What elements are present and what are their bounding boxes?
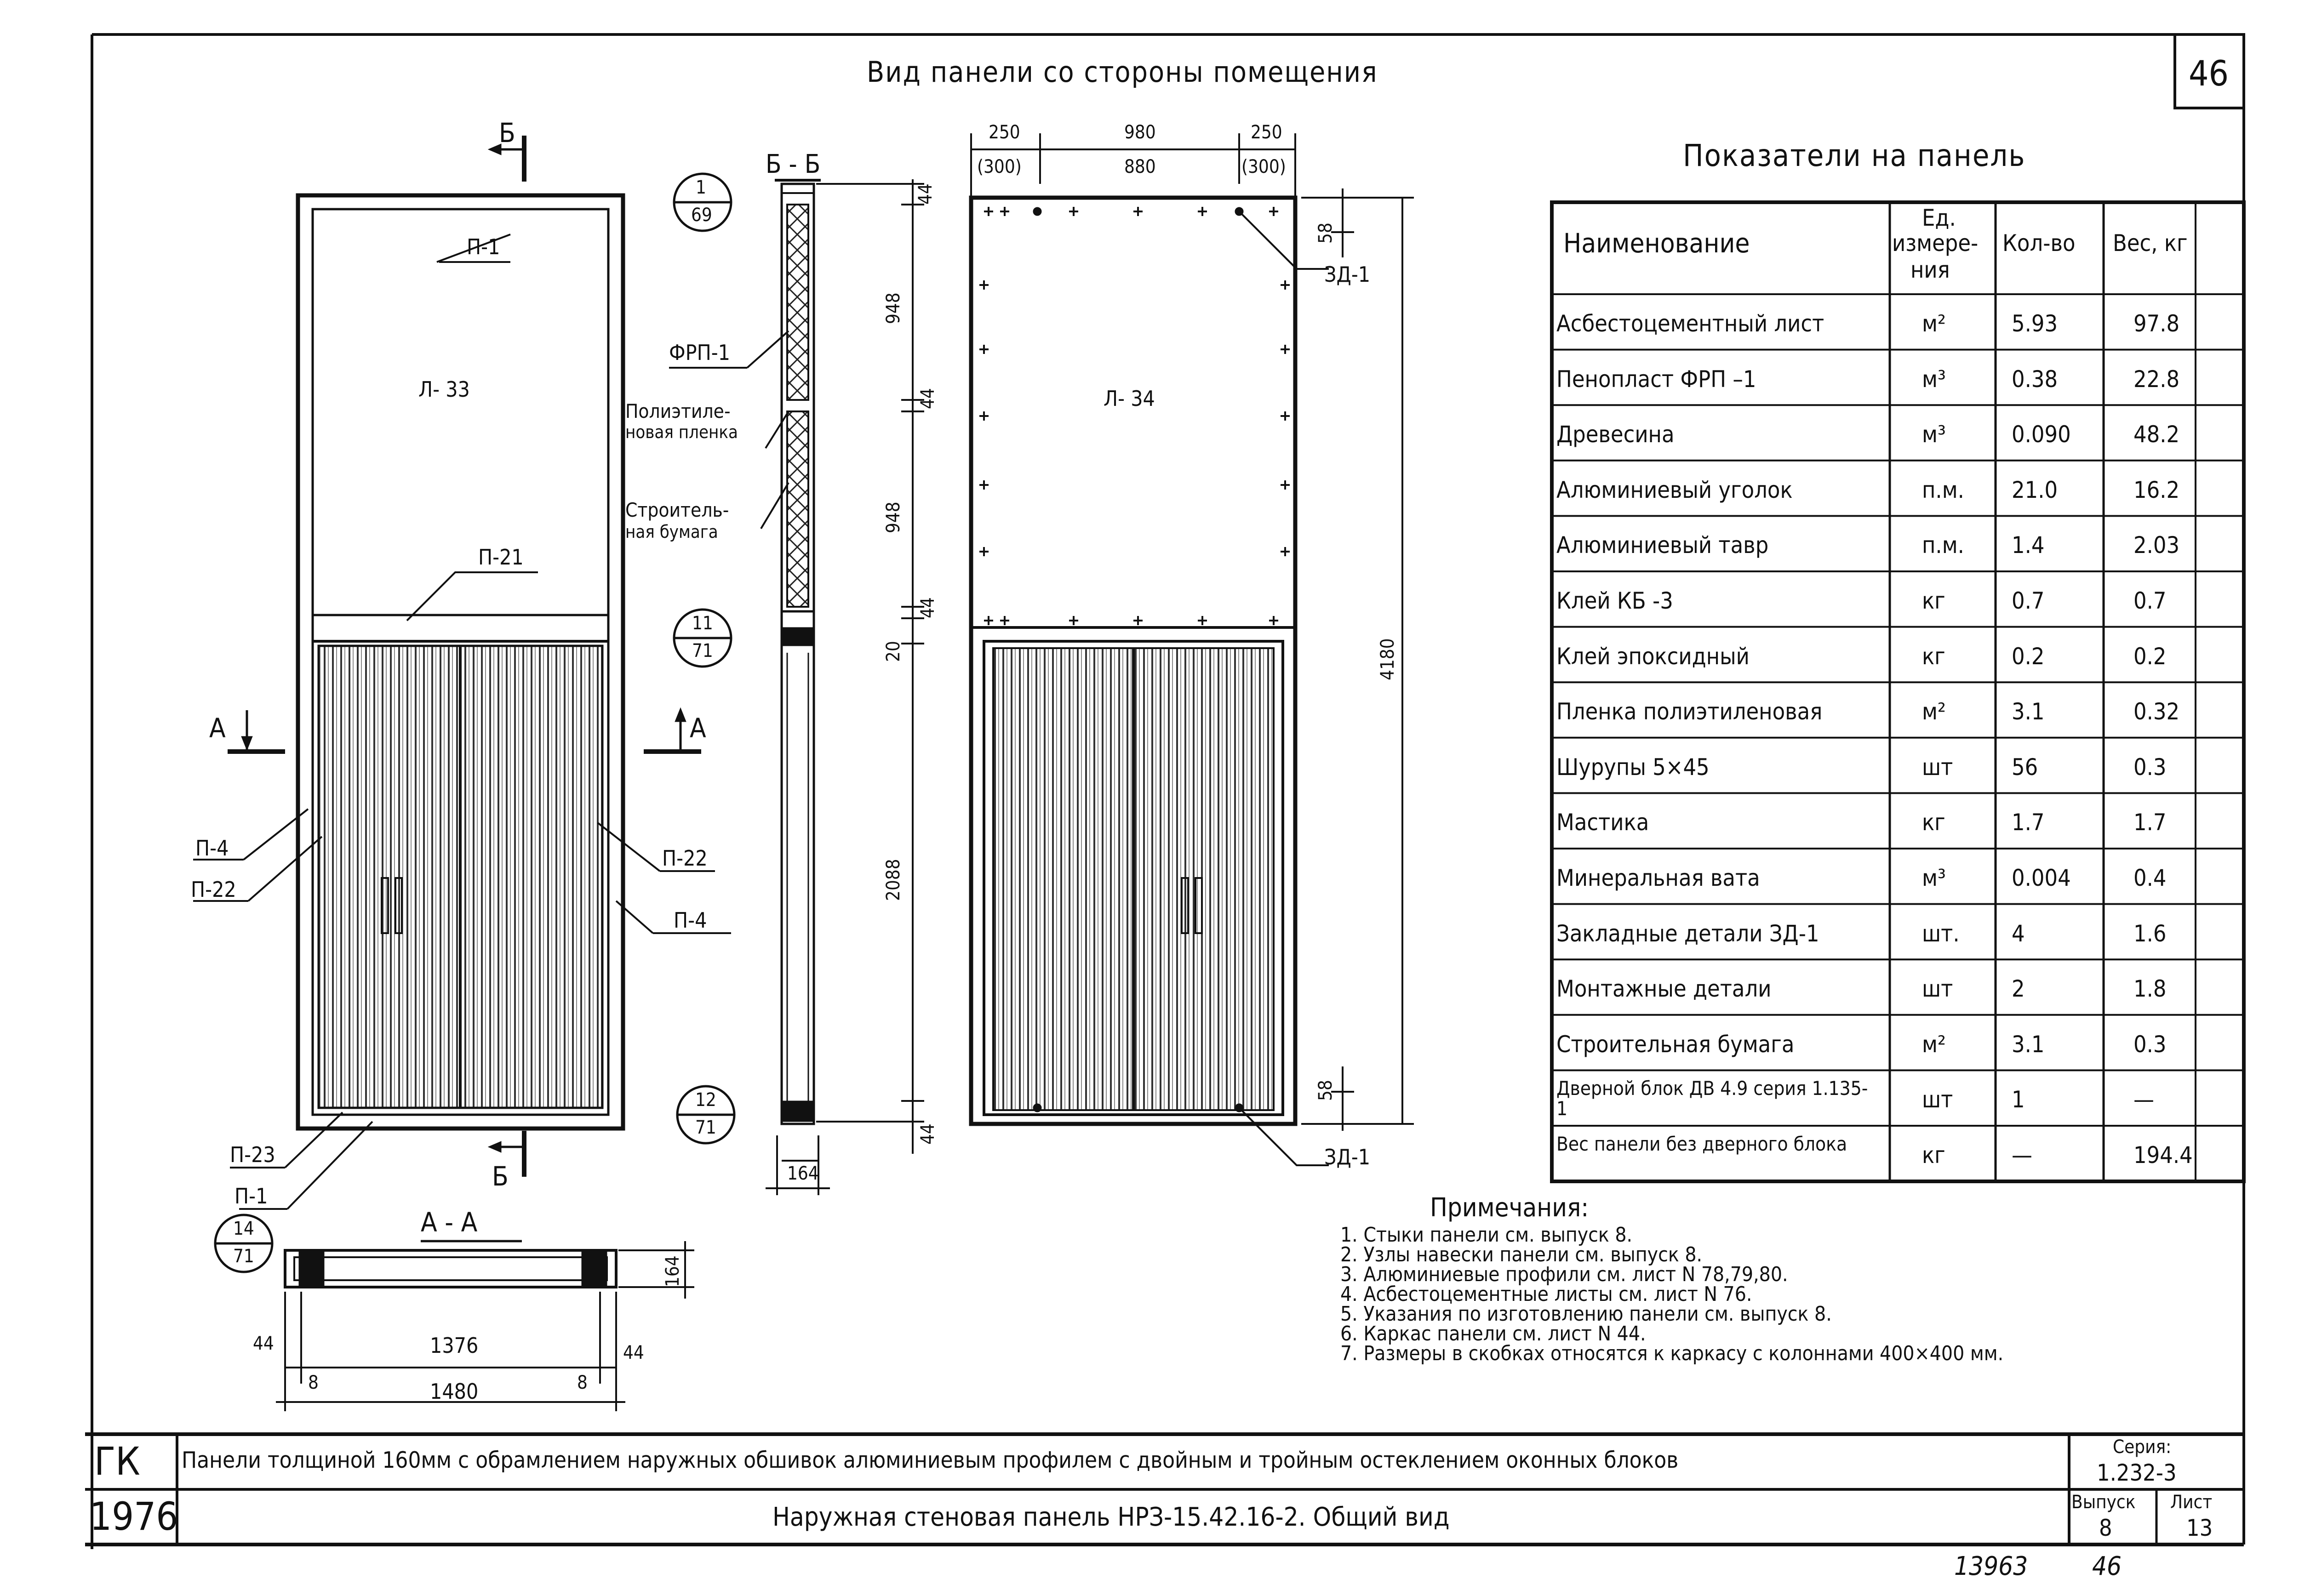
dim-58-bottom: 58 <box>1315 1080 1336 1101</box>
label-p21: П-21 <box>478 545 524 570</box>
table-cell-unit: шт <box>1922 1086 1953 1113</box>
dim-300-left: (300) <box>977 156 1022 177</box>
stamp-line-1: Панели толщиной 160мм с обрамлением наружных обшивок алюминиевым профилем с двойным и тройным остеклением оконных блоков <box>182 1447 1679 1473</box>
table-cell-name: Монтажные детали <box>1556 975 1772 1003</box>
table-cell-weight: 0.4 <box>2133 865 2167 891</box>
table-cell-name: Асбестоцементный лист <box>1556 310 1824 337</box>
table-cell-unit: шт <box>1922 975 1953 1003</box>
label-b-bottom: Б <box>492 1161 509 1192</box>
label-a-left: А <box>209 712 226 744</box>
table-header-name: Наименование <box>1563 228 1750 259</box>
table-cell-weight: 194.4 <box>2133 1142 2193 1168</box>
view-title: Вид панели со стороны помещения <box>867 55 1378 89</box>
note-item: 6. Каркас панели см. лист N 44. <box>1340 1322 1646 1345</box>
note-item: 5. Указания по изготовлению панели см. выпуск 8. <box>1340 1302 1832 1326</box>
table-cell-name: Пленка полиэтиленовая <box>1556 698 1823 725</box>
dim-bb-20: 20 <box>883 641 904 662</box>
dim-300-right: (300) <box>1241 156 1286 177</box>
label-section-bb: Б - Б <box>766 149 821 179</box>
table-cell-qty: 0.2 <box>2012 643 2045 670</box>
stamp-gk: ГК <box>94 1439 140 1484</box>
stamp-year: 1976 <box>90 1494 178 1539</box>
table-cell-qty: 56 <box>2012 753 2038 781</box>
table-cell-name: Алюминиевый тавр <box>1556 532 1769 559</box>
dim-880: 880 <box>1124 156 1156 177</box>
table-header-weight: Вес, кг <box>2113 230 2188 256</box>
notes-title: Примечания: <box>1430 1193 1589 1223</box>
table-cell-weight: 0.2 <box>2133 643 2167 670</box>
table-cell-qty: 1.7 <box>2012 809 2045 836</box>
table-cell-unit: кг <box>1922 643 1945 670</box>
table-cell-unit: м² <box>1922 1031 1946 1058</box>
table-cell-weight: 2.03 <box>2133 532 2180 559</box>
dim-bb-44-4: 44 <box>917 1123 938 1145</box>
section-aa <box>276 1241 694 1411</box>
circle-2-bottom: 71 <box>692 640 713 661</box>
label-zd1-bottom: ЗД-1 <box>1324 1145 1371 1169</box>
table-cell-name: Шурупы 5×45 <box>1556 753 1710 781</box>
table-header-unit-3: ния <box>1910 256 1950 283</box>
table-cell-qty: — <box>2012 1142 2032 1168</box>
table-cell-weight: 0.3 <box>2133 1031 2167 1058</box>
dim-aa-1480: 1480 <box>430 1379 479 1404</box>
note-item: 7. Размеры в скобках относятся к каркасу с колоннами 400×400 мм. <box>1340 1342 2004 1365</box>
table-cell-name: Дверной блок ДВ 4.9 серия 1.135-1 <box>1556 1077 1868 1120</box>
stamp-line-2: Наружная стеновая панель НРЗ-15.42.16-2. Общий вид <box>772 1502 1450 1532</box>
label-paper-1: Строитель- <box>625 499 729 521</box>
label-b-top: Б <box>499 117 515 148</box>
table-cell-qty: 0.7 <box>2012 587 2045 614</box>
panel-front-view <box>193 136 731 1209</box>
stamp-issue-value: 8 <box>2099 1515 2112 1541</box>
dim-58-top: 58 <box>1315 222 1336 244</box>
stamp-series-value: 1.232-3 <box>2097 1459 2177 1486</box>
table-cell-name: Клей КБ -3 <box>1556 587 1673 614</box>
panel-rear-view <box>971 133 1414 1165</box>
table-cell-unit: п.м. <box>1922 532 1964 559</box>
table-cell-qty: 1.4 <box>2012 532 2045 559</box>
label-p1-bottom: П-1 <box>234 1184 268 1208</box>
label-l33: Л- 33 <box>418 377 470 402</box>
footer-code: 13963 <box>1954 1551 2028 1581</box>
table-cell-qty: 0.38 <box>2012 365 2058 393</box>
dim-bb-44-1: 44 <box>915 183 936 205</box>
label-p4-left: П-4 <box>195 836 229 861</box>
circle-3-bottom: 71 <box>695 1117 716 1138</box>
circle-2-top: 11 <box>692 613 713 634</box>
dim-bb-44-3: 44 <box>917 597 938 618</box>
label-poly-2: новая пленка <box>625 422 738 442</box>
label-frp: ФРП-1 <box>669 340 730 365</box>
dim-aa-44-right: 44 <box>623 1342 644 1363</box>
circle-3-top: 12 <box>695 1089 716 1111</box>
table-header-unit-2: измере- <box>1892 230 1979 256</box>
footer-page: 46 <box>2092 1551 2122 1581</box>
dim-250-right: 250 <box>1251 122 1282 143</box>
table-cell-unit: м² <box>1922 698 1946 725</box>
table-cell-weight: 22.8 <box>2133 365 2180 393</box>
table-cell-name: Мастика <box>1556 809 1649 836</box>
sheet-number: 46 <box>2189 53 2229 94</box>
circle-4-bottom: 71 <box>233 1246 254 1267</box>
label-zd1-top: ЗД-1 <box>1324 262 1371 287</box>
circle-1-bottom: 69 <box>691 205 712 226</box>
dim-bb-44-2: 44 <box>917 388 938 409</box>
table-cell-name: Древесина <box>1556 421 1675 448</box>
label-a-right: А <box>690 712 706 744</box>
table-cell-weight: — <box>2133 1086 2154 1113</box>
section-bb <box>669 179 924 1195</box>
table-cell-qty: 2 <box>2012 975 2025 1003</box>
dim-250-left: 250 <box>989 122 1020 143</box>
note-item: 4. Асбестоцементные листы см. лист N 76. <box>1340 1282 1752 1306</box>
table-cell-qty: 21.0 <box>2012 476 2058 503</box>
label-paper-2: ная бумага <box>625 522 718 542</box>
label-section-aa: А - А <box>421 1207 478 1238</box>
table-cell-weight: 1.7 <box>2133 809 2167 836</box>
dim-aa-8-right: 8 <box>577 1372 588 1393</box>
dim-4180: 4180 <box>1377 638 1398 680</box>
stamp-sheet-value: 13 <box>2186 1515 2213 1541</box>
table-cell-qty: 0.004 <box>2012 865 2071 891</box>
table-cell-qty: 4 <box>2012 920 2025 947</box>
label-poly-1: Полиэтиле- <box>625 400 731 422</box>
table-cell-unit: кг <box>1922 587 1945 614</box>
table-cell-unit: шт <box>1922 753 1953 781</box>
note-item: 2. Узлы навески панели см. выпуск 8. <box>1340 1243 1703 1266</box>
table-cell-name: Минеральная вата <box>1556 865 1760 891</box>
table-cell-unit: м³ <box>1922 865 1946 891</box>
table-cell-qty: 3.1 <box>2012 698 2045 725</box>
dim-aa-1376: 1376 <box>430 1333 479 1358</box>
circle-4-top: 14 <box>233 1218 254 1239</box>
label-p22-left: П-22 <box>191 877 236 902</box>
table-cell-weight: 48.2 <box>2133 421 2180 448</box>
table-cell-unit: шт. <box>1922 920 1960 947</box>
table-cell-qty: 5.93 <box>2012 310 2058 337</box>
dim-980: 980 <box>1124 122 1156 143</box>
table-cell-name: Вес панели без дверного блока <box>1556 1133 1847 1155</box>
dim-bb-164: 164 <box>787 1163 819 1184</box>
table-cell-unit: кг <box>1922 1142 1945 1168</box>
table-header-unit-1: Ед. <box>1922 205 1956 231</box>
table-cell-qty: 1 <box>2012 1086 2025 1113</box>
table-cell-weight: 1.8 <box>2133 975 2167 1003</box>
note-item: 3. Алюминиевые профили см. лист N 78,79,80. <box>1340 1263 1788 1286</box>
table-cell-weight: 16.2 <box>2133 476 2180 503</box>
table-cell-name: Алюминиевый уголок <box>1556 476 1793 503</box>
table-header-qty: Кол-во <box>2002 230 2076 256</box>
label-p4-right: П-4 <box>674 908 707 933</box>
table-cell-unit: м³ <box>1922 365 1946 393</box>
table-cell-weight: 1.6 <box>2133 920 2167 947</box>
stamp-series-label: Серия: <box>2113 1436 2172 1458</box>
table-cell-weight: 97.8 <box>2133 310 2180 337</box>
dim-bb-948-1: 948 <box>883 292 904 324</box>
stamp-issue-label: Выпуск <box>2071 1492 2136 1513</box>
table-cell-name: Клей эпоксидный <box>1556 643 1750 670</box>
label-l34: Л- 34 <box>1104 386 1155 411</box>
note-item: 1. Стыки панели см. выпуск 8. <box>1340 1223 1633 1247</box>
table-cell-unit: м² <box>1922 310 1946 337</box>
table-cell-weight: 0.7 <box>2133 587 2167 614</box>
stamp-sheet-label: Лист <box>2170 1492 2213 1513</box>
circle-1-top: 1 <box>696 177 706 198</box>
dim-bb-2088: 2088 <box>883 859 904 901</box>
table-cell-name: Закладные детали ЗД-1 <box>1556 920 1819 947</box>
table-title: Показатели на панель <box>1683 138 2026 173</box>
table-cell-qty: 0.090 <box>2012 421 2071 448</box>
table-cell-unit: кг <box>1922 809 1945 836</box>
label-p1-top: П-1 <box>467 234 500 259</box>
table-cell-unit: п.м. <box>1922 476 1964 503</box>
label-p22-right: П-22 <box>662 846 708 871</box>
dim-aa-44-left: 44 <box>253 1333 274 1354</box>
dim-bb-948-2: 948 <box>883 502 904 533</box>
table-cell-qty: 3.1 <box>2012 1031 2045 1058</box>
table-cell-weight: 0.32 <box>2133 698 2180 725</box>
dim-aa-8-left: 8 <box>308 1372 319 1393</box>
dim-aa-164: 164 <box>662 1255 683 1287</box>
table-cell-weight: 0.3 <box>2133 753 2167 781</box>
label-p23: П-23 <box>230 1142 275 1167</box>
table-cell-unit: м³ <box>1922 421 1946 448</box>
table-cell-name: Пенопласт ФРП –1 <box>1556 365 1756 393</box>
table-cell-name: Строительная бумага <box>1556 1031 1795 1058</box>
